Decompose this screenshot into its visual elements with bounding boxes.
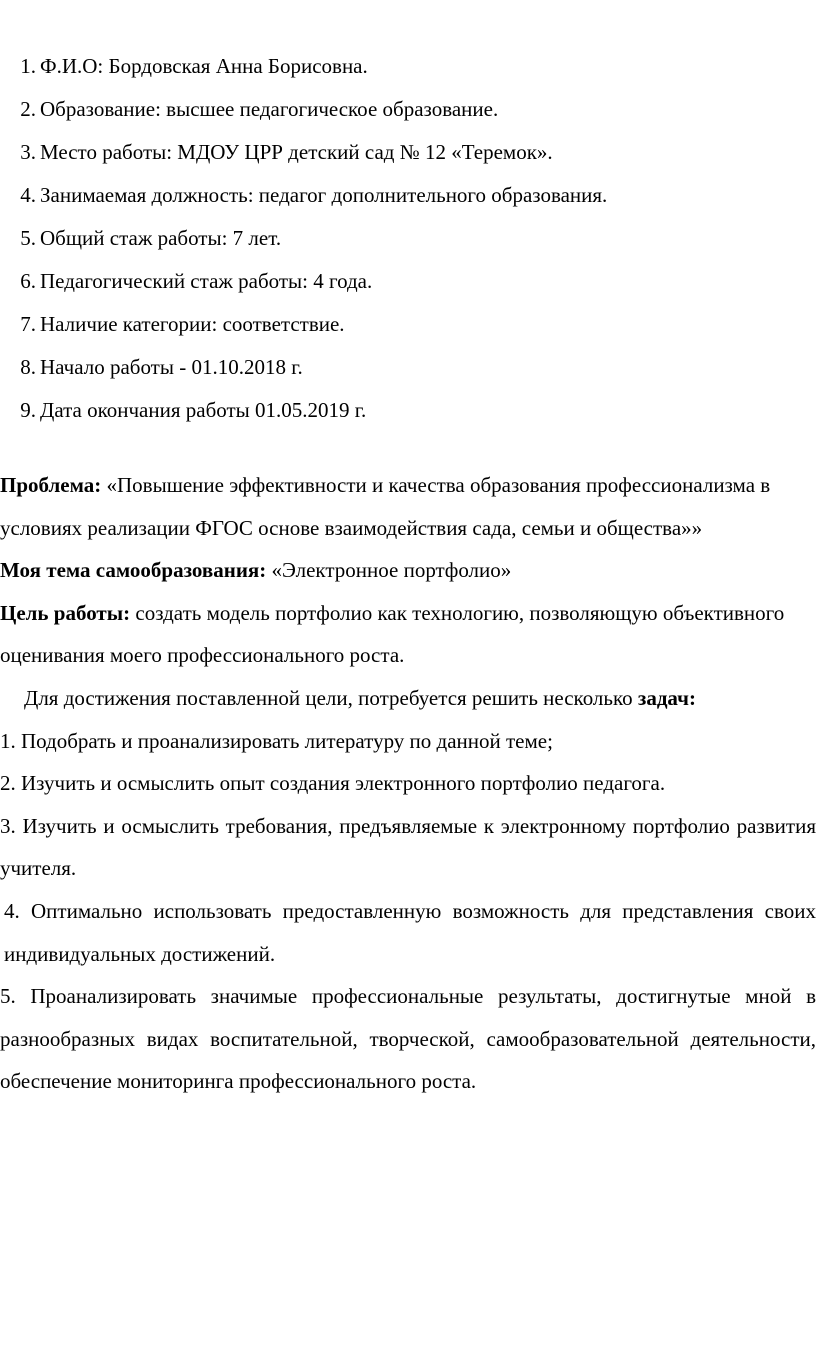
list-number: 9. — [20, 398, 36, 422]
theme-paragraph — [0, 549, 816, 592]
list-item — [0, 263, 816, 306]
info-list — [0, 48, 816, 435]
list-text: Общий стаж работы: 7 лет. — [40, 226, 282, 250]
list-text: Начало работы - 01.10.2018 г. — [40, 355, 303, 379]
tasks-intro-paragraph — [0, 677, 816, 720]
goal-paragraph — [0, 592, 816, 677]
list-item — [0, 220, 816, 263]
list-text: Наличие категории: соответствие. — [40, 312, 345, 336]
list-text: Дата окончания работы 01.05.2019 г. — [40, 398, 367, 422]
theme-label: Моя тема самообразования: — [0, 558, 267, 583]
list-item — [0, 48, 816, 91]
list-item — [0, 306, 816, 349]
list-text: Занимаемая должность: педагог дополнительного образования. — [40, 183, 608, 207]
problem-label: Проблема: — [0, 473, 102, 497]
tasks-intro-bold: задач: — [637, 685, 696, 710]
problem-paragraph — [0, 464, 816, 549]
tasks-intro-text: Для достижения поставленной цели, потребуется решить несколько — [24, 685, 638, 710]
list-text: Образование: высшее педагогическое образование. — [40, 97, 499, 121]
task-item: 3. Изучить и осмыслить требования, предъявляемые к электронному портфолио развития учителя. — [0, 813, 816, 881]
list-text: Ф.И.О: Бордовская Анна Борисовна. — [40, 54, 368, 78]
list-number: 8. — [20, 355, 36, 379]
list-text: Место работы: МДОУ ЦРР детский сад № 12 «Теремок». — [40, 140, 553, 164]
body-text — [0, 464, 816, 1103]
list-number: 1. — [20, 54, 36, 78]
goal-label: Цель работы: — [0, 600, 131, 625]
list-item — [0, 177, 816, 220]
list-item — [0, 134, 816, 177]
task-item: 1. Подобрать и проанализировать литературу по данной теме; — [0, 728, 553, 753]
list-number: 5. — [20, 226, 36, 250]
list-item — [0, 349, 816, 392]
task-item: 5. Проанализировать значимые профессиональные результаты, достигнутые мной в разнообразных видах воспитательной, творческой, самообразовательной деятельности, обеспечение мониторинга профессионального роста. — [0, 984, 816, 1094]
task-item: 2. Изучить и осмыслить опыт создания электронного портфолио педагога. — [0, 771, 666, 796]
list-number: 4. — [20, 183, 36, 207]
task-item: 4. Оптимально использовать предоставленную возможность для представления своих индивидуальных достижений. — [4, 898, 816, 966]
list-number: 3. — [20, 140, 36, 164]
goal-text: создать модель портфолио как технологию, позволяющую объективного оценивания моего профессионального роста. — [0, 600, 785, 668]
list-item — [0, 392, 816, 435]
problem-text: «Повышение эффективности и качества образования профессионализма в условиях реализации ФГОС основе взаимодействия сада, семьи и общества»» — [0, 473, 771, 540]
theme-text: «Электронное портфолио» — [266, 558, 512, 583]
list-item — [0, 91, 816, 134]
list-number: 7. — [20, 312, 36, 336]
list-number: 6. — [20, 269, 36, 293]
list-text: Педагогический стаж работы: 4 года. — [40, 269, 373, 293]
list-number: 2. — [20, 97, 36, 121]
